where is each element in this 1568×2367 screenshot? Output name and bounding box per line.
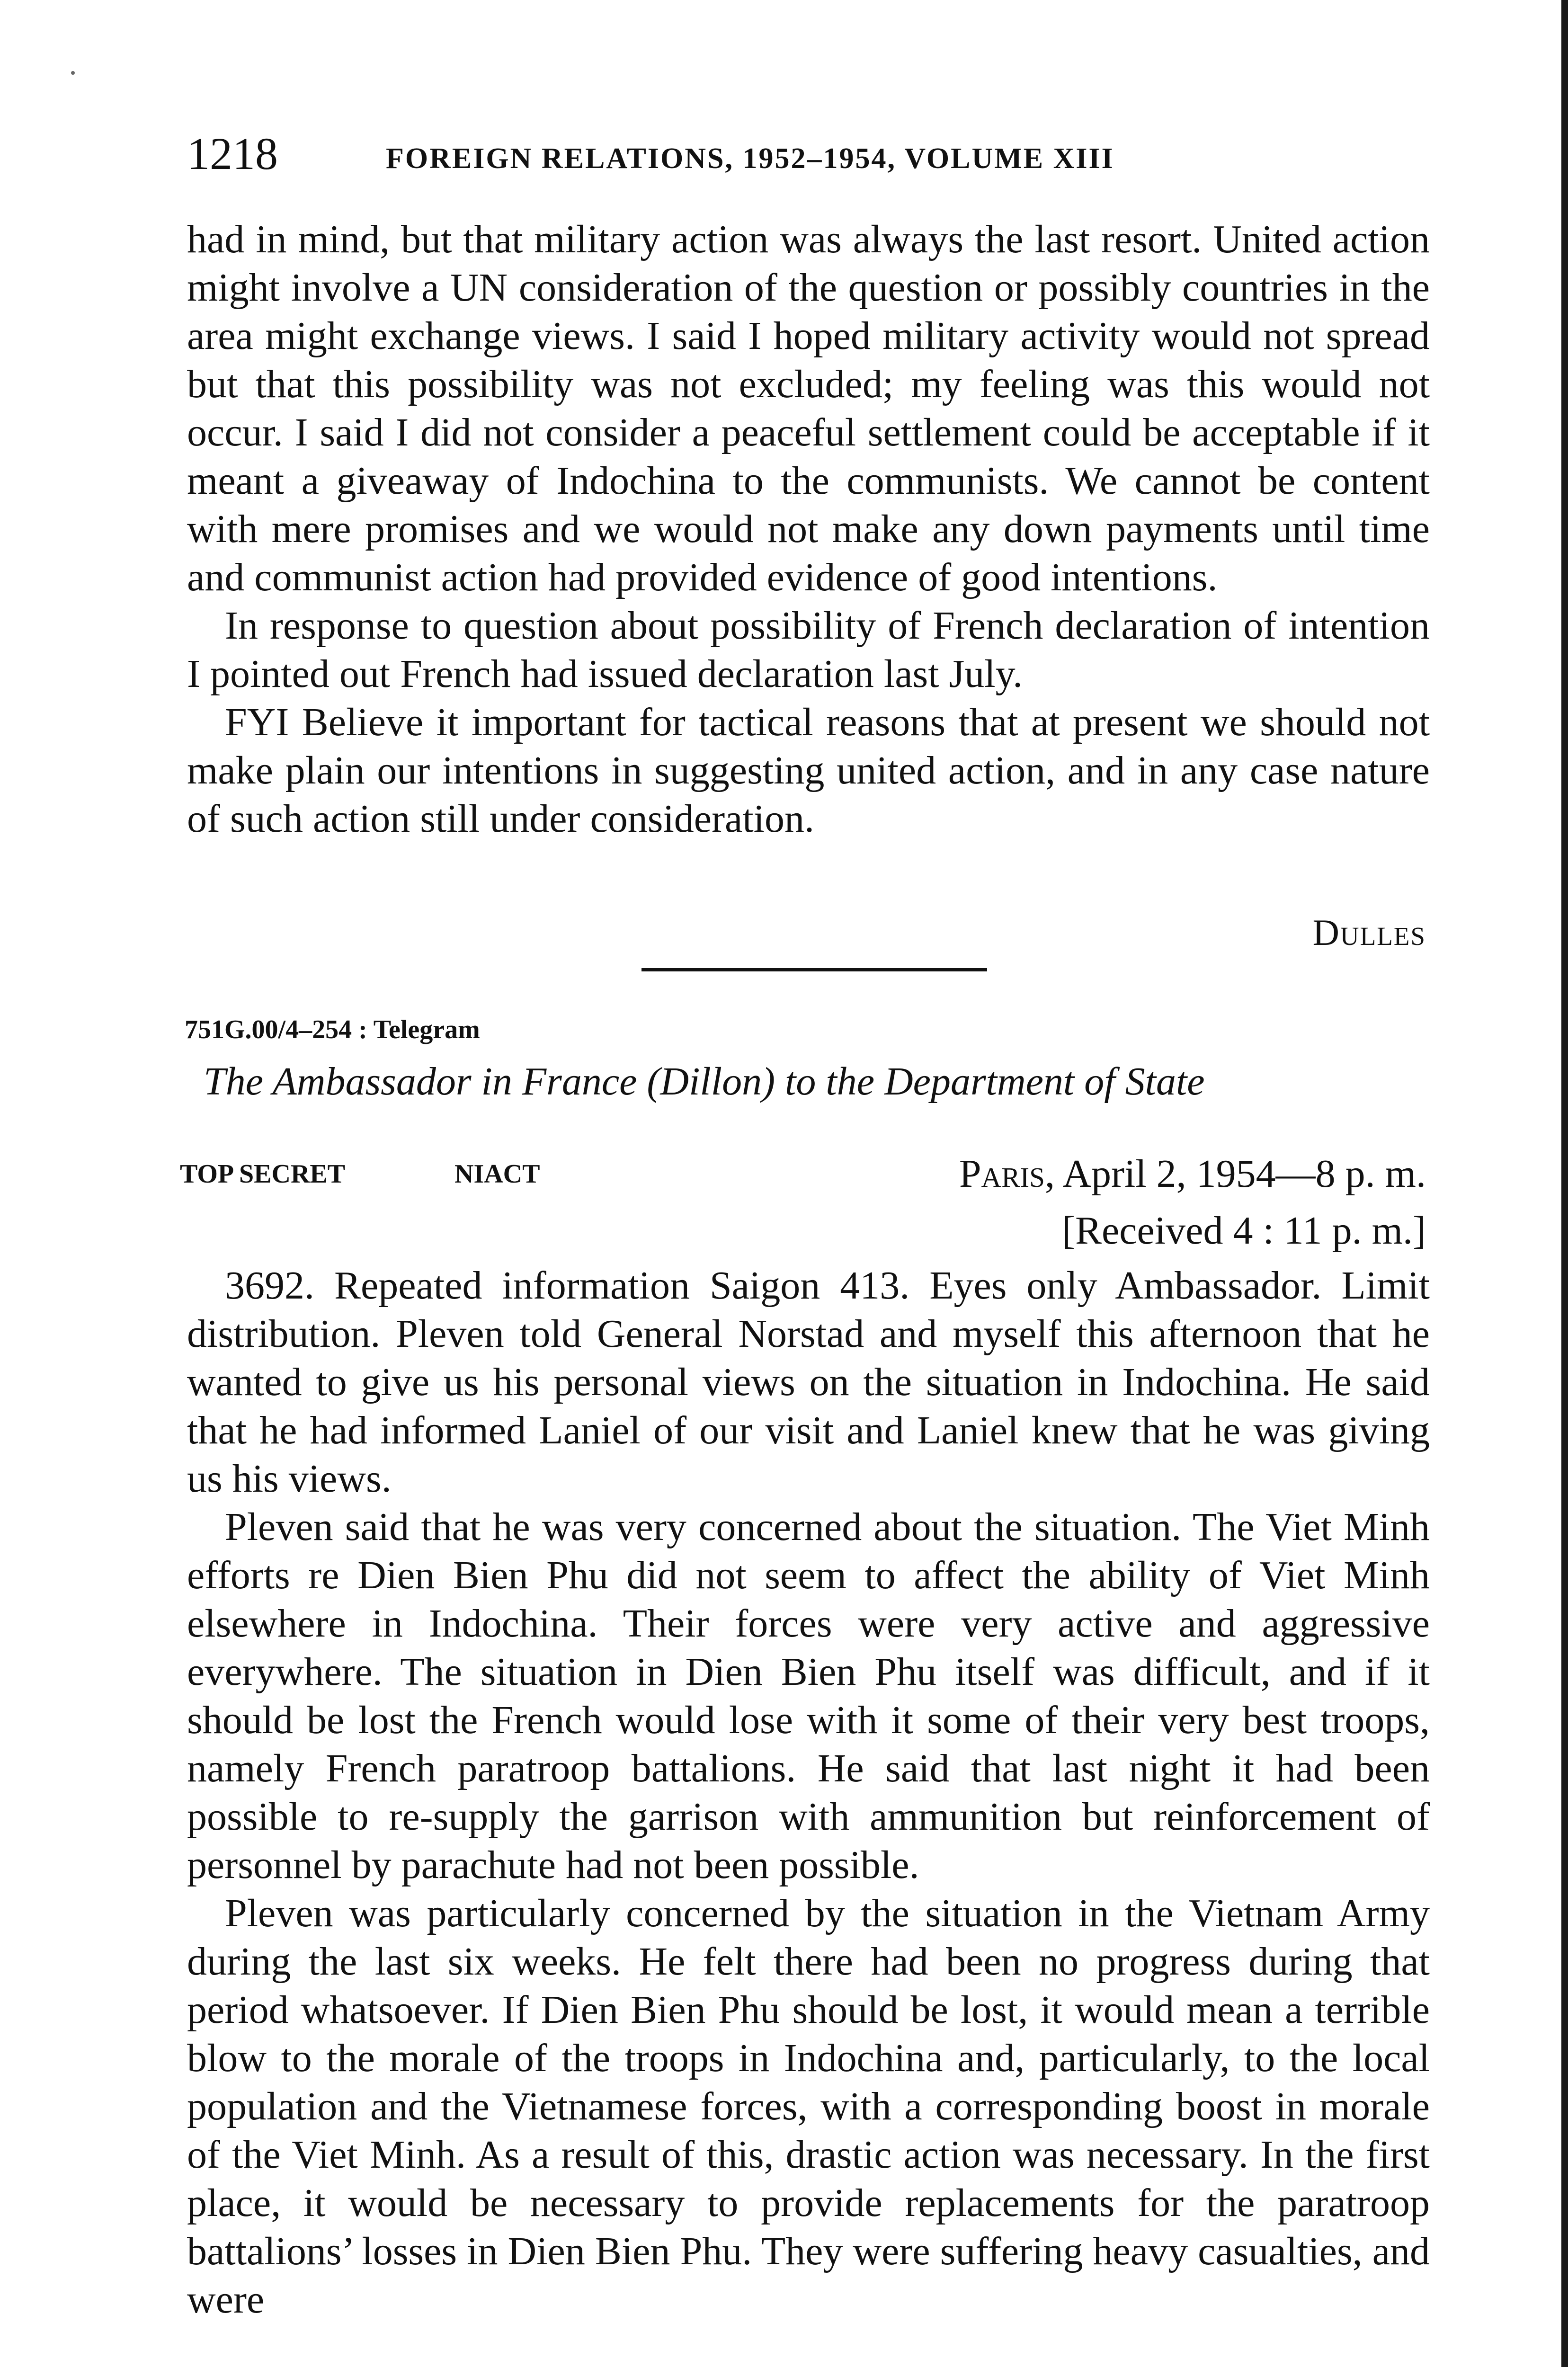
precedence: NIACT bbox=[454, 1159, 540, 1189]
scan-speck bbox=[71, 71, 75, 75]
telegram-body bbox=[187, 1262, 1430, 2324]
page-number: 1218 bbox=[187, 128, 278, 179]
paragraph: In response to question about possibility of French declaration of intention I pointed out French had issued declaration last July. bbox=[187, 604, 1430, 696]
scan-edge bbox=[1561, 0, 1568, 2367]
dateline-place: Paris, bbox=[959, 1152, 1055, 1196]
classification: TOP SECRET bbox=[180, 1159, 346, 1189]
received-time: [Received 4 : 11 p. m.] bbox=[1061, 1209, 1426, 1253]
dateline bbox=[959, 1148, 1426, 1200]
paragraph: FYI Believe it important for tactical reasons that at present we should not make plain our intentions in suggesting united action, and in any case nature of such action still under consideration. bbox=[187, 700, 1430, 841]
paragraph: Pleven said that he was very concerned about the situation. The Viet Minh efforts re Dien Bien Phu did not seem to affect the ability of Viet Minh elsewhere in Indochina. Their forces were very active and aggressive everywhere. The situation in Dien Bien Phu itself was difficult, and if it should be lost the French would lose with it some of their very best troops, namely French paratroop battalions. He said that last night it had been possible to re-supply the garrison with ammunition but reinforcement of personnel by parachute had not been possible. bbox=[187, 1505, 1430, 1887]
signature: Dulles bbox=[1312, 912, 1426, 953]
paragraph: 3692. Repeated information Saigon 413. Eyes only Ambassador. Limit distribution. Pleven told General Norstad and myself this afternoon that he wanted to give us his personal views on the situation in Indochina. He said that he had informed Laniel of our visit and Laniel knew that he was giving us his views. bbox=[187, 1264, 1430, 1501]
running-head bbox=[187, 125, 1437, 182]
section-divider bbox=[641, 968, 987, 971]
paragraph: Pleven was particularly concerned by the situation in the Vietnam Army during the last six weeks. He felt there had been no progress during that period whatsoever. If Dien Bien Phu should be lost, it would mean a terrible blow to the morale of the troops in Indochina and, particularly, to the local population and the Vietnamese forces, with a corresponding boost in morale of the Viet Minh. As a result of this, drastic action was necessary. In the first place, it would be necessary to provide replacements for the paratroop battalions’ losses in Dien Bien Phu. They were suffering heavy casualties, and were bbox=[187, 1891, 1430, 2322]
file-reference: 751G.00/4–254 : Telegram bbox=[185, 1015, 480, 1044]
paragraph: had in mind, but that military action was always the last resort. United action might involve a UN consideration of the question or possibly countries in the area might exchange views. I said I hoped military activity would not spread but that this possibility was not excluded; my feeling was this would not occur. I said I did not consider a peaceful settlement could be acceptable if it meant a giveaway of Indochina to the communists. We cannot be content with mere promises and we would not make any down payments until time and communist action had provided evidence of good intentions. bbox=[187, 217, 1430, 599]
volume-title: FOREIGN RELATIONS, 1952–1954, VOLUME XIII bbox=[386, 142, 1114, 175]
document-heading: The Ambassador in France (Dillon) to the Department of State bbox=[204, 1059, 1205, 1103]
preceding-document-body bbox=[187, 215, 1430, 843]
dateline-date: April 2, 1954—8 p. m. bbox=[1062, 1152, 1426, 1196]
